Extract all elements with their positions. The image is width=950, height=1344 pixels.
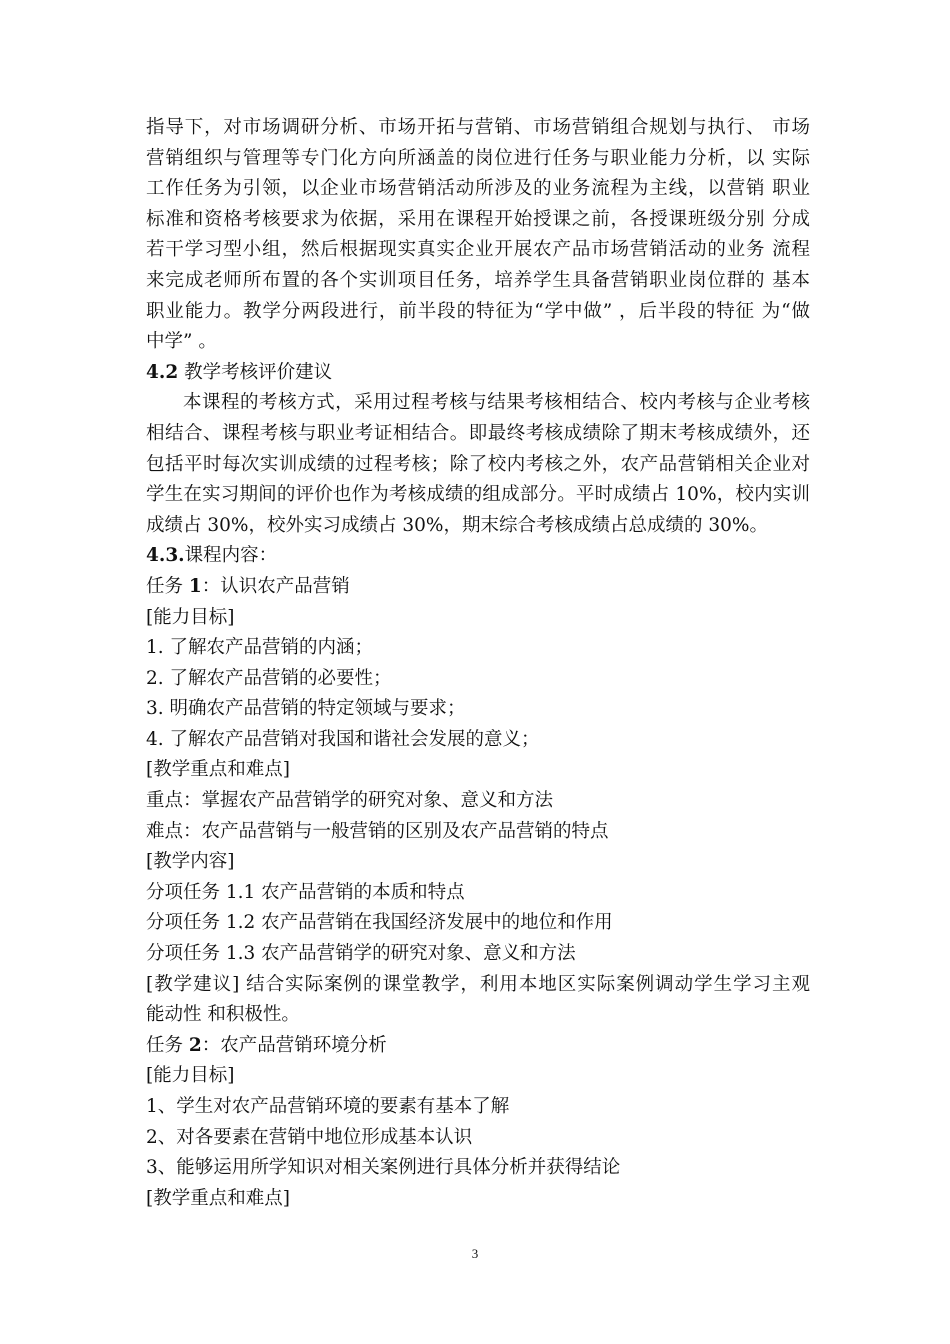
- text-line: 职业能力。教学分两段进行，前半段的特征为“学中做” ，后半段的特征 为“做: [146, 300, 810, 322]
- teaching-advice: [教学建议] 结合实际案例的课堂教学，利用本地区实际案例调动学生学习主观: [146, 973, 810, 995]
- paragraph-assessment: [146, 388, 810, 541]
- text-line: 标准和资格考核要求为依据，采用在课程开始授课之前，各授课班级分别 分成: [146, 208, 810, 230]
- text-line: 包括平时每次实训成绩的过程考核；除了校内考核之外，农产品营销相关企业对: [146, 453, 810, 475]
- section-heading-4-2: [146, 358, 810, 389]
- task-1: [146, 572, 810, 1031]
- section-number: 4.3.: [146, 545, 185, 567]
- task-number: 1: [188, 575, 202, 597]
- paragraph-teaching-method: [146, 113, 810, 358]
- text-line: 若干学习型小组，然后根据现实真实企业开展农产品市场营销活动的业务 流程: [146, 239, 810, 261]
- key-point: 重点：掌握农产品营销学的研究对象、意义和方法: [146, 790, 554, 812]
- text-line: 本课程的考核方式，采用过程考核与结果考核相结合、校内考核与企业考核: [183, 392, 810, 414]
- text-line: 营销组织与管理等专门化方向所涵盖的岗位进行任务与职业能力分析，以 实际: [146, 147, 810, 169]
- text-line: 工作任务为引领，以企业市场营销活动所涉及的业务流程为主线，以营销 职业: [146, 178, 810, 200]
- key-difficulty-heading: [教学重点和难点]: [146, 1187, 290, 1209]
- list-item: 1. 了解农产品营销的内涵；: [146, 637, 374, 659]
- ability-heading: [能力目标]: [146, 606, 235, 628]
- list-item: 1、学生对农产品营销环境的要素有基本了解: [146, 1096, 510, 1117]
- text-line: 相结合、课程考核与职业考证相结合。即最终考核成绩除了期末考核成绩外，还: [146, 422, 810, 444]
- list-item: 分项任务 1.2 农产品营销在我国经济发展中的地位和作用: [146, 912, 613, 934]
- list-item: 3、能够运用所学知识对相关案例进行具体分析并获得结论: [146, 1157, 621, 1179]
- task-heading: [146, 572, 810, 603]
- text-line: 指导下，对市场调研分析、市场开拓与营销、市场营销组合规划与执行、 市场: [146, 117, 810, 138]
- list-item: 2、对各要素在营销中地位形成基本认识: [146, 1126, 473, 1148]
- text-line: 来完成老师所布置的各个实训项目任务，培养学生具备营销职业岗位群的 基本: [146, 269, 810, 291]
- key-difficulty-heading: [教学重点和难点]: [146, 759, 290, 781]
- section-title: 教学考核评价建议: [178, 361, 333, 383]
- page-number: 3: [471, 1246, 479, 1261]
- task-heading: [146, 1031, 810, 1062]
- section-number: 4.2: [146, 361, 179, 383]
- page-content: [146, 113, 810, 1214]
- task-prefix: 任务: [146, 575, 189, 597]
- task-number: 2: [188, 1034, 202, 1056]
- section-heading-4-3: [146, 541, 810, 572]
- ability-heading: [能力目标]: [146, 1065, 235, 1087]
- list-item: 4. 了解农产品营销对我国和谐社会发展的意义；: [146, 728, 540, 750]
- content-heading: [教学内容]: [146, 851, 235, 873]
- text-line: 学生在实习期间的评价也作为考核成绩的组成部分。平时成绩占 10%，校内实训: [146, 484, 810, 506]
- task-prefix: 任务: [146, 1034, 189, 1056]
- list-item: 分项任务 1.1 农产品营销的本质和特点: [146, 881, 465, 903]
- teaching-advice: 能动性 和积极性。: [146, 1004, 300, 1026]
- list-item: 3. 明确农产品营销的特定领域与要求；: [146, 698, 466, 720]
- text-line: 成绩占 30%，校外实习成绩占 30%，期末综合考核成绩占总成绩的 30%。: [146, 514, 769, 536]
- list-item: 分项任务 1.3 农产品营销学的研究对象、意义和方法: [146, 943, 576, 965]
- text-line: 中学” 。: [146, 331, 217, 353]
- task-2: [146, 1031, 810, 1215]
- section-title: 课程内容：: [184, 545, 278, 567]
- task-title: ：农产品营销环境分析: [201, 1034, 387, 1056]
- task-title: ：认识农产品营销: [201, 575, 350, 597]
- list-item: 2. 了解农产品营销的必要性；: [146, 667, 392, 689]
- difficulty: 难点：农产品营销与一般营销的区别及农产品营销的特点: [146, 820, 609, 842]
